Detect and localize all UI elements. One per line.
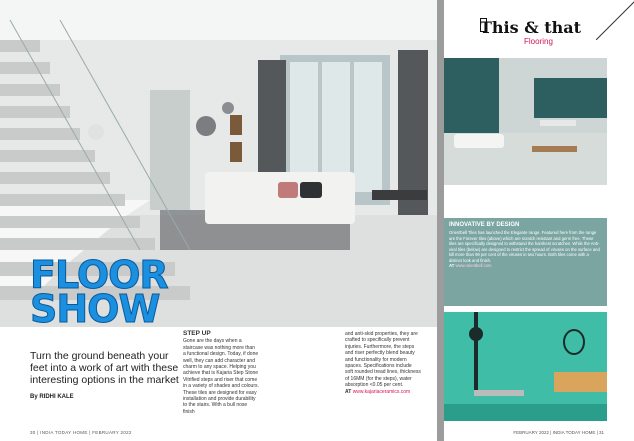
byline: By RIDHI KALE	[30, 394, 74, 400]
column-2-link-prefix: AT	[345, 388, 352, 395]
column-1-body: Gone are the days when a staircase was nothing more than a functional design. Today, if done well, they can add character and charm to any space. Helping you achieve that is Kajaria Step Stone Vitrified steps and riser that come in a variety of shades and colours. These tiles are designed for easy installation and provide durability to the stairs. With a bull nose finish	[183, 338, 259, 415]
deck-text: Turn the ground beneath your feet into a work of art with these interesting options in the market	[30, 350, 179, 386]
caption-heading: INNOVATIVE BY DESIGN	[449, 222, 520, 228]
orientbell-website-link[interactable]: www.orientbell.com	[455, 263, 492, 268]
caption-link-prefix: AT	[449, 263, 455, 268]
caption-body: Orientbell Tiles has launched the Elegante range. Featured here from the range are the Forever tiles (above) which are scratch resistant and germ free. These tiles are specifically designed to withstand the harshest scratches. While the Anti-viral tiles (below) are designed to restrict the spread of viruses on the surface and kill more than 99 per cent of the viruses in two hours. Both tiles come with a distinct look and finish.	[449, 230, 600, 263]
kajaria-website-link[interactable]: www.kajariaceramics.com	[352, 388, 411, 395]
right-page	[444, 0, 634, 441]
article-column-2	[345, 331, 421, 395]
section-subtitle: Flooring	[524, 37, 553, 46]
article-column-1	[183, 331, 259, 415]
corner-diagonal-line	[596, 0, 634, 40]
headline-line-2: SHOW	[30, 287, 160, 331]
column-2-body: and anti-skid properties, they are crafted to specifically prevent injuries. Furthermore, the steps and riser perfectly blend beauty and functionality for modern spaces. Specifications include soft rounded tread lines, thickness of 16MM (for the steps), water absorption <0.05 per cent.	[345, 331, 421, 389]
left-folio: 30 | INDIA TODAY HOME | FEBRUARY 2022	[30, 430, 132, 435]
bathroom-illustration	[444, 312, 607, 421]
room-illustration-1	[444, 58, 607, 185]
section-heading: STEP UP	[183, 330, 211, 337]
headline	[30, 253, 168, 331]
right-folio: FEBRUARY 2022 | INDIA TODAY HOME | 31	[513, 430, 604, 435]
section-title: This & that	[480, 18, 581, 37]
caption-box	[444, 218, 607, 306]
headline-line-1: FLOOR	[30, 253, 168, 297]
anti-viral-tiles-photo	[444, 312, 607, 421]
forever-tiles-photo	[444, 58, 607, 185]
